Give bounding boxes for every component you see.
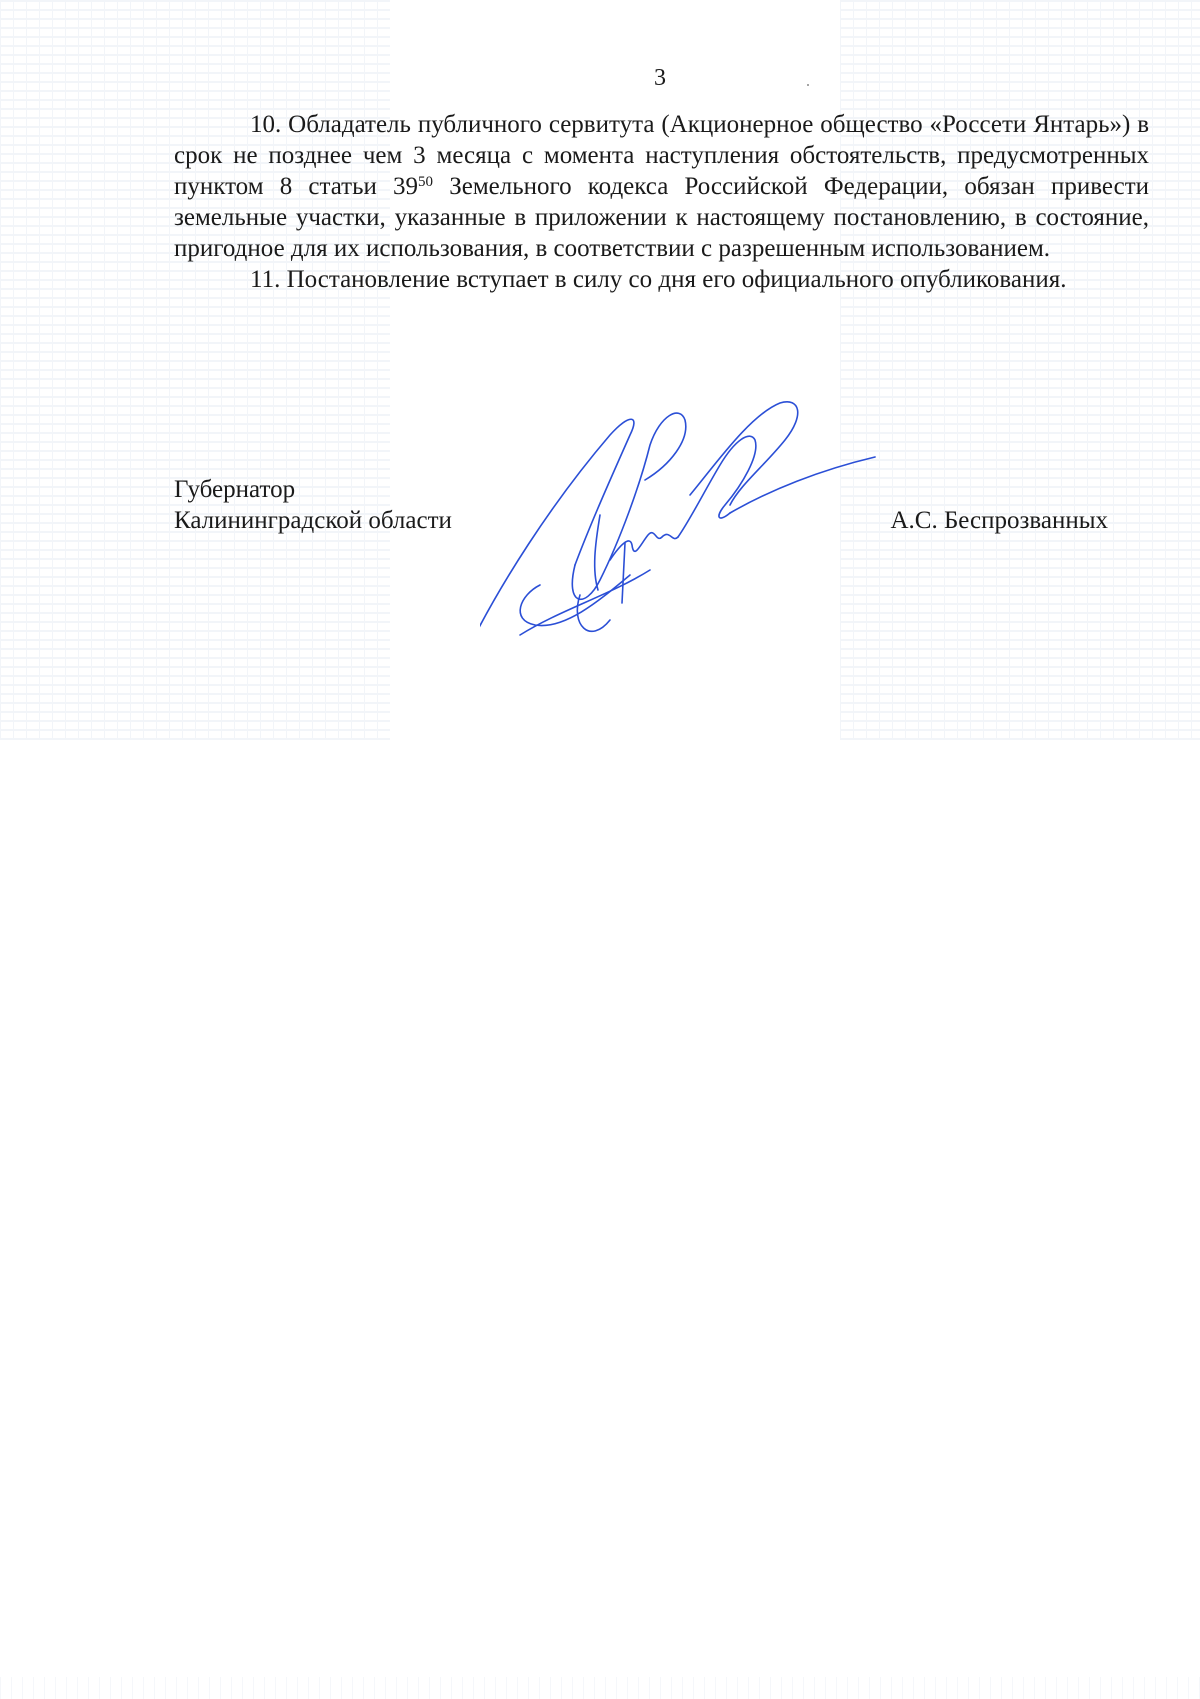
paragraph-10-text-a: 10. Обладатель публичного сервитута (Акционерное общество «Россети Янтарь») в срок не позднее чем 3 месяца с момента наступления обстоятельств, предусмотренных пунктом 8 статьи 39 [174, 111, 1149, 200]
scan-dot [807, 84, 809, 86]
signatory-position [174, 474, 452, 536]
position-line-2: Калининградской области [174, 507, 452, 534]
handwritten-signature [480, 395, 880, 660]
position-line-1: Губернатор [174, 476, 296, 503]
paragraph-10 [174, 109, 1149, 264]
document-body [174, 109, 1149, 295]
article-superscript: 50 [418, 173, 434, 190]
scan-background-bottom [0, 1677, 1200, 1699]
paragraph-10-text-b: Земельного кодекса Российской Федерации, обязан привести земельные участки, указанные в приложении к настоящему постановлению, в состояние, пригодное для их использования, в соответствии с разрешенным использованием. [174, 173, 1150, 262]
page-number: 3 [654, 65, 666, 91]
signatory-name: А.С. Беспрозванных [890, 507, 1108, 534]
paragraph-11: 11. Постановление вступает в силу со дня его официального опубликования. [250, 266, 1067, 293]
